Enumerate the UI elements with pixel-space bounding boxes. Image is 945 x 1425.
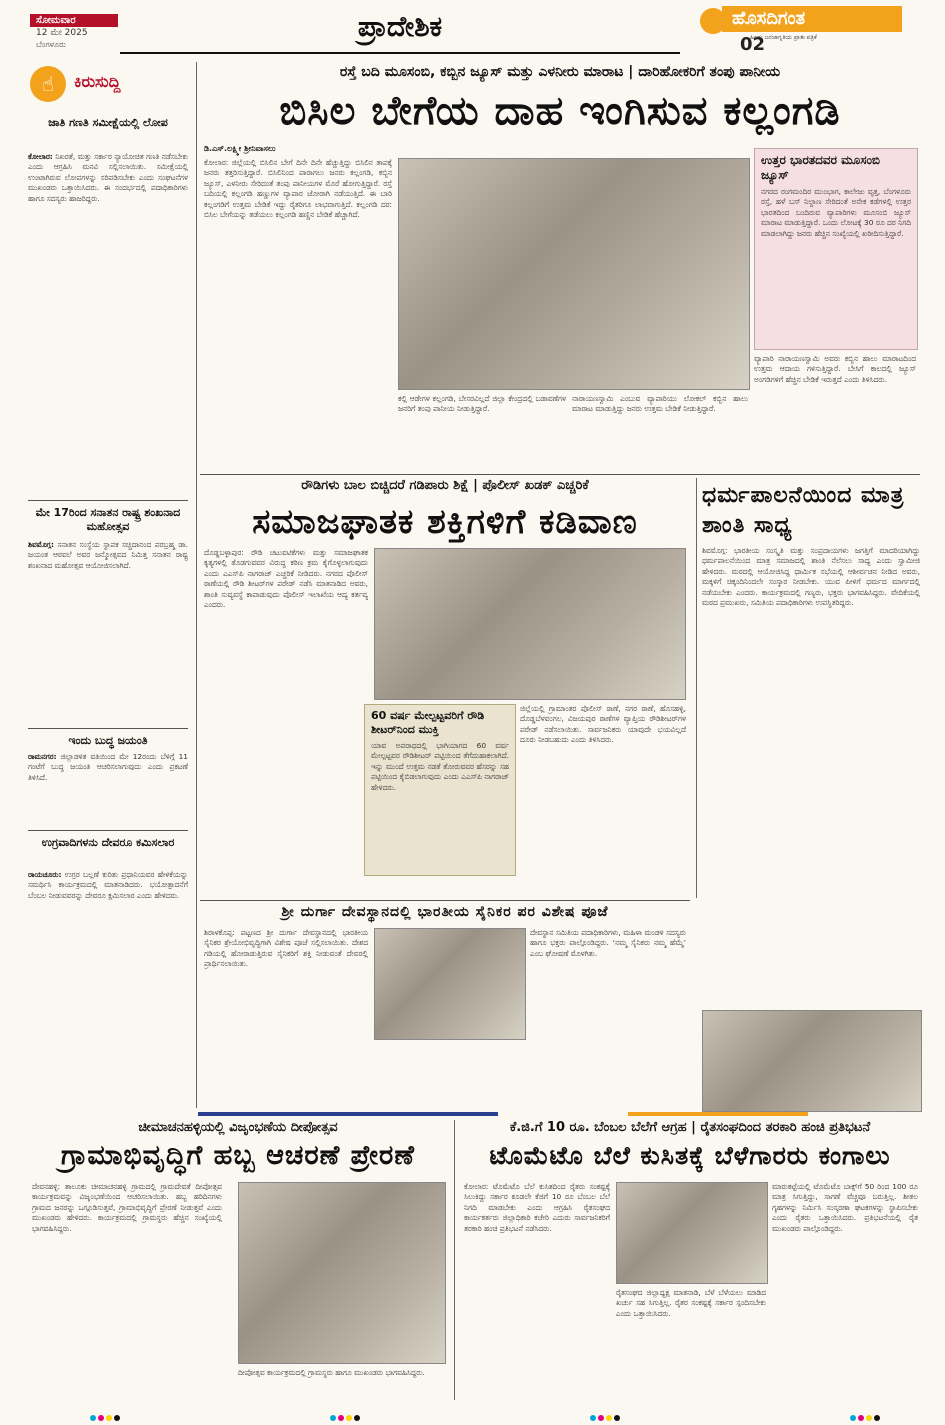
briefs-column <box>28 60 188 1110</box>
kiru-badge <box>28 64 188 104</box>
rowdy-col1: ದೊಡ್ಡಬಳ್ಳಾಪುರ: ರೌಡಿ ಚಟುವಟಿಕೆಗಳು ಮತ್ತು ಸಮಾಜಘಾತಕ ಕೃತ್ಯಗಳಲ್ಲಿ ತೊಡಗುವವರ ವಿರುದ್ಧ ಕಠಿಣ ಕ್ರಮ ಕೈಗೊಳ್ಳಲಾಗುವುದು ಎಂದು ಎಎಸ್‌ಪಿ ನಾಗರಾಜ್ ಎಚ್ಚರಿಕೆ ನೀಡಿದರು. ನಗರದ ಪೊಲೀಸ್ ಠಾಣೆಯಲ್ಲಿ ರೌಡಿ ಶೀಟರ್‌ಗಳ ಪರೇಡ್ ನಡೆಸಿ ಮಾತನಾಡಿದ ಅವರು, ಶಾಂತಿ ಸುವ್ಯವಸ್ಥೆ ಕಾಪಾಡುವುದು ಪೊಲೀಸ್ ಇಲಾಖೆಯ ಆದ್ಯ ಕರ್ತವ್ಯ ಎಂದರು. <box>204 548 368 610</box>
rowdy-box <box>364 704 516 876</box>
divider <box>28 500 188 501</box>
divider <box>28 728 188 729</box>
brief-body <box>28 540 188 720</box>
juice-box <box>754 148 918 350</box>
color-registration-dots <box>330 1406 362 1425</box>
tomato-protest-photo <box>616 1182 768 1284</box>
tomato-col2: ರೈತಸಂಘದ ಜಿಲ್ಲಾಧ್ಯಕ್ಷ ಮಾತನಾಡಿ, ಬೆಳೆ ಬೆಳೆಯಲು ಮಾಡಿದ ಖರ್ಚು ಸಹ ಸಿಗುತ್ತಿಲ್ಲ. ರೈತರ ಸಂಕಷ್ಟಕ್ಕೆ ಸರ್ಕಾರ ಸ್ಪಂದಿಸಬೇಕು ಎಂದು ಒತ್ತಾಯಿಸಿದರು. <box>616 1288 766 1318</box>
paper-name: ಹೊಸದಿಗಂತ <box>722 6 902 32</box>
column-rule <box>196 62 197 1108</box>
rowdy-box-title: 60 ವರ್ಷ ಮೇಲ್ಪಟ್ಟವರಿಗೆ ರೌಡಿ ಶೀಟರ್‌ನಿಂದ ಮುಕ್ತಿ <box>371 709 485 736</box>
brief-text: ಸನಾತನ ಸಂಸ್ಥೆಯ ಸ್ಥಾಪಕ ಸಚ್ಚಿದಾನಂದ ಪರಬ್ರಹ್ಮ ಡಾ. ಜಯಂತ ಆಠವಲೆ ಅವರ ಜನ್ಮೋತ್ಸವದ ನಿಮಿತ್ತ ಸನಾತನ ರಾಷ್ಟ್ರ ಶಂಖನಾದ ಮಹೋತ್ಸವ ಆಯೋಜಿಸಲಾಗಿದೆ. <box>28 540 188 570</box>
brief-place: ರಾಮನಗರ: <box>28 752 57 761</box>
paper-tagline: ಹಿಂದು ಜನಜಾಗೃತಿಯ ಪ್ರಾತಃ ಪತ್ರಿಕೆ <box>750 34 817 41</box>
brief-title: ಜಾತಿ ಗಣತಿ ಸಮೀಕ್ಷೆಯಲ್ಲಿ ಲೋಪ <box>48 116 168 129</box>
lead-caption-right: ನಾರಾಯಣಸ್ವಾಮಿ ಎಂಬುವ ವ್ಯಾಪಾರಿಯು ಲೋಕಲ್ ಕಬ್ಬಿನ ಹಾಲು ಮಾರಾಟ ಮಾಡುತ್ತಿದ್ದು ಜನರು ಉತ್ತಮ ಬೇಡಿಕೆ ನೀಡುತ್ತಿದ್ದಾರೆ. <box>572 394 748 414</box>
brief-place: ಶಿವಮೊಗ್ಗ: <box>28 540 54 549</box>
dharma-headline: ಧರ್ಮಪಾಲನೆಯಿಂದ ಮಾತ್ರ ಶಾಂತಿ ಸಾಧ್ಯ <box>702 482 905 538</box>
hand-icon: ☝ <box>30 66 66 102</box>
city-label: ಬೆಂಗಳೂರು <box>36 40 66 49</box>
lead-caption-left: ಕಲ್ಲಿ ಆಡೇಗಳ ಕಲ್ಲಂಗಡಿ, ಬೇಸರವಿಲ್ಲದೆ ಜಿಲ್ಲಾ ಕೇಂದ್ರದಲ್ಲಿ ಬಡಾವಣೆಗಳ ಜನರಿಗೆ ತಂಪು ಪಾನೀಯ ನೀಡುತ್ತಿದ್ದಾರೆ. <box>398 394 566 414</box>
lead-headline: ಬಿಸಿಲ ಬೇಗೆಯ ದಾಹ ಇಂಗಿಸುವ ಕಲ್ಲಂಗಡಿ <box>279 87 841 134</box>
brief-place: ರಾಯಚೂರು: <box>28 870 62 879</box>
brief-title: ಮೇ 17ರಿಂದ ಸನಾತನ ರಾಷ್ಟ್ರ ಶಂಖನಾದ ಮಹೋತ್ಸವ <box>35 506 181 533</box>
section-band <box>28 1112 920 1116</box>
masthead <box>0 0 945 60</box>
village-headline: ಗ್ರಾಮಾಭಿವೃದ್ಧಿಗೆ ಹಬ್ಬ ಆಚರಣೆ ಪ್ರೇರಣೆ <box>61 1140 415 1171</box>
section-rule <box>200 900 690 901</box>
police-parade-photo <box>374 548 686 700</box>
tomato-col1: ಕೋಲಾರ: ಟೊಮೆಟೊ ಬೆಲೆ ಕುಸಿತದಿಂದ ರೈತರು ಸಂಕಷ್ಟಕ್ಕೆ ಸಿಲುಕಿದ್ದು ಸರ್ಕಾರ ಕೂಡಲೇ ಕೆಜಿಗೆ 10 ರೂ ಬೆಂಬಲ ಬೆಲೆ ನಿಗದಿ ಮಾಡಬೇಕು ಎಂದು ಆಗ್ರಹಿಸಿ ರೈತಸಂಘದ ಕಾರ್ಯಕರ್ತರು ಜಿಲ್ಲಾಧಿಕಾರಿ ಕಚೇರಿ ಎದುರು ಸಾರ್ವಜನಿಕರಿಗೆ ತರಕಾರಿ ಹಂಚಿ ಪ್ರತಿಭಟನೆ ನಡೆಸಿದರು. <box>464 1182 610 1233</box>
brief-body <box>28 152 188 492</box>
village-caption: ದೀಪೋತ್ಸವ ಕಾರ್ಯಕ್ರಮದಲ್ಲಿ ಗ್ರಾಮಸ್ಥರು ಹಾಗೂ ಮುಖಂಡರು ಭಾಗವಹಿಸಿದ್ದರು. <box>238 1368 425 1377</box>
brief-text: ನಿಖರತೆ, ಮತ್ತು ಸರ್ಕಾರ ನ್ಯಾಯೋಚಿತ ಗಣತಿ ನಡೆಸಬೇಕು ಎಂದು ಆಗ್ರಹಿಸಿ ಮನವಿ ಸಲ್ಲಿಸಲಾಯಿತು. ಸಮೀಕ್ಷೆಯಲ್ಲಿ ಉಂಟಾಗಿರುವ ಲೋಪಗಳನ್ನು ಸರಿಪಡಿಸಬೇಕು ಎಂದು ಸಂಘಟನೆಗಳ ಮುಖಂಡರು ಒತ್ತಾಯಿಸಿದರು. ಈ ಸಂದರ್ಭದಲ್ಲಿ ಪದಾಧಿಕಾರಿಗಳು ಹಾಗೂ ಸದಸ್ಯರು ಹಾಜರಿದ್ದರು. <box>28 152 188 203</box>
brief-text: ಉಗ್ರರ ಬಲ್ಲಣೆ ಕುರಿತು ಪ್ರಧಾನಿಯವರ ಹೇಳಿಕೆಯನ್ನು ಸಮರ್ಥಿಸಿ ಕಾರ್ಯಕ್ರಮದಲ್ಲಿ ಮಾತನಾಡಿದರು. ಭಯೋತ್ಪಾದನೆಗೆ ಬೆಂಬಲ ನೀಡುವವರನ್ನು ದೇವರೂ ಕ್ಷಮಿಸಲಾರ ಎಂದು ಹೇಳಿದರು. <box>28 870 188 900</box>
band-blue <box>198 1112 498 1116</box>
juice-stall-photo <box>398 158 750 390</box>
band-orange <box>628 1112 808 1116</box>
durga-col2: ದೇವಸ್ಥಾನ ಸಮಿತಿಯ ಪದಾಧಿಕಾರಿಗಳು, ಮಹಿಳಾ ಮಂಡಳಿ ಸದಸ್ಯರು ಹಾಗೂ ಭಕ್ತರು ಪಾಲ್ಗೊಂಡಿದ್ದರು. ‘ನಮ್ಮ ಸೈನಿಕರು ನಮ್ಮ ಹೆಮ್ಮೆ’ ಎಂಬ ಘೋಷಣೆ ಮೊಳಗಿತು. <box>530 928 686 958</box>
kiru-title: ಕಿರುಸುದ್ದಿ <box>74 72 121 91</box>
rowdy-story <box>200 478 690 898</box>
rowdy-headline: ಸಮಾಜಘಾತಕ ಶಕ್ತಿಗಳಿಗೆ ಕಡಿವಾಣ <box>252 502 638 542</box>
lead-byline: ಡಿ.ಎಸ್.ಲಕ್ಷ್ಮೀ ಶ್ರೀನಿವಾಸಲು <box>204 144 276 153</box>
village-text: ದೇವನಹಳ್ಳಿ: ತಾಲೂಕು ಚೀಮಾಚನಹಳ್ಳಿ ಗ್ರಾಮದಲ್ಲಿ ಗ್ರಾಮದೇವತೆ ದೀಪೋತ್ಸವ ಕಾರ್ಯಕ್ರಮವನ್ನು ವಿಜೃಂಭಣೆಯಿಂದ ಆಚರಿಸಲಾಯಿತು. ಹಬ್ಬ ಹರಿದಿನಗಳು ಗ್ರಾಮದ ಜನರನ್ನು ಒಗ್ಗೂಡಿಸುತ್ತವೆ, ಗ್ರಾಮಾಭಿವೃದ್ಧಿಗೆ ಪ್ರೇರಣೆ ನೀಡುತ್ತವೆ ಎಂದು ಮುಖಂಡರು ಹೇಳಿದರು. ಕಾರ್ಯಕ್ರಮದಲ್ಲಿ ಗ್ರಾಮಸ್ಥರು ಹೆಚ್ಚಿನ ಸಂಖ್ಯೆಯಲ್ಲಿ ಭಾಗವಹಿಸಿದ್ದರು. <box>32 1182 222 1233</box>
rowdy-kicker: ರೌಡಿಗಳು ಬಾಲ ಬಿಚ್ಚಿದರೆ ಗಡಿಪಾರು ಶಿಕ್ಷೆ | ಪೊಲೀಸ್ ಖಡಕ್ ಎಚ್ಚರಿಕೆ <box>301 478 589 493</box>
brief-body <box>28 870 188 1110</box>
brief-title: ಉಗ್ರವಾದಿಗಳನು ದೇವರೂ ಕಮಿಸಲಾರ <box>41 836 175 849</box>
brief-place: ಕೋಲಾರ: <box>28 152 53 161</box>
dharma-text: ಶಿವಮೊಗ್ಗ: ಭಾರತೀಯ ಸಂಸ್ಕೃತಿ ಮತ್ತು ಸಂಪ್ರದಾಯಗಳು ಜಗತ್ತಿಗೆ ಮಾದರಿಯಾಗಿದ್ದು ಧರ್ಮಪಾಲನೆಯಿಂದ ಮಾತ್ರ ಸಮಾಜದಲ್ಲಿ ಶಾಂತಿ ನೆಲೆಸಲು ಸಾಧ್ಯ ಎಂದು ಸ್ವಾಮೀಜಿ ಹೇಳಿದರು. ಮಠದಲ್ಲಿ ಆಯೋಜಿಸಿದ್ದ ಧಾರ್ಮಿಕ ಸಭೆಯಲ್ಲಿ ಆಶೀರ್ವಚನ ನೀಡಿದ ಅವರು, ಮಕ್ಕಳಿಗೆ ಚಿಕ್ಕಂದಿನಿಂದಲೇ ಸಂಸ್ಕಾರ ನೀಡಬೇಕು. ಯುವ ಪೀಳಿಗೆ ಧರ್ಮದ ಮಾರ್ಗದಲ್ಲಿ ನಡೆಯಬೇಕು ಎಂದರು. ಕಾರ್ಯಕ್ರಮದಲ್ಲಿ ಗಣ್ಯರು, ಭಕ್ತರು ಭಾಗವಹಿಸಿದ್ದರು. ವೇದಿಕೆಯಲ್ಲಿ ಮಠದ ಪ್ರಮುಖರು, ಸಮಿತಿಯ ಪದಾಧಿಕಾರಿಗಳು ಉಪಸ್ಥಿತರಿದ್ದರು. <box>702 546 920 608</box>
tomato-col3: ಮಾರುಕಟ್ಟೆಯಲ್ಲಿ ಟೊಮೆಟೊ ಬಾಕ್ಸ್‌ಗೆ 50 ರಿಂದ 100 ರೂ ಮಾತ್ರ ಸಿಗುತ್ತಿದ್ದು, ಸಾಗಣೆ ವೆಚ್ಚವೂ ಬರುತ್ತಿಲ್ಲ. ಶೀತಲ ಗೃಹಗಳನ್ನು ನಿರ್ಮಿಸಿ ಸಂಸ್ಕರಣಾ ಘಟಕಗಳನ್ನು ಸ್ಥಾಪಿಸಬೇಕು ಎಂದು ರೈತರು ಒತ್ತಾಯಿಸಿದರು. ಪ್ರತಿಭಟನೆಯಲ್ಲಿ ರೈತ ಮುಖಂಡರು ಪಾಲ್ಗೊಂಡಿದ್ದರು. <box>772 1182 918 1233</box>
section-rule <box>200 474 920 475</box>
date-block <box>30 14 118 54</box>
brief-body <box>28 752 188 822</box>
brief-text: ಜಿಲ್ಲಾಡಳಿತ ವತಿಯಿಂದ ಮೇ 12ರಂದು ಬೆಳಿಗ್ಗೆ 11 ಗಂಟೆಗೆ ಬುದ್ಧ ಜಯಂತಿ ಆಚರಿಸಲಾಗುವುದು ಎಂದು ಪ್ರಕಟಣೆ ತಿಳಿಸಿದೆ. <box>28 752 188 782</box>
durga-headline: ಶ್ರೀ ದುರ್ಗಾ ದೇವಸ್ಥಾನದಲ್ಲಿ ಭಾರತೀಯ ಸೈನಿಕರ ಪರ ವಿಶೇಷ ಪೂಜೆ <box>281 904 609 920</box>
section-title: ಪ್ರಾದೇಶಿಕ <box>357 10 443 43</box>
color-registration-dots <box>90 1406 122 1425</box>
rowdy-col3: ಜಿಲ್ಲೆಯಲ್ಲಿ ಗ್ರಾಮಾಂತರ ಪೊಲೀಸ್ ಠಾಣೆ, ನಗರ ಠಾಣೆ, ಹೊಸಹಳ್ಳಿ, ದೊಡ್ಡಬೆಳವಂಗಲ, ವಿಜಯಪುರ ಠಾಣೆಗಳ ವ್ಯಾಪ್ತಿಯ ರೌಡಿಶೀಟರ್‌ಗಳ ಪರೇಡ್ ನಡೆಸಲಾಯಿತು. ಸಾರ್ವಜನಿಕರು ಯಾವುದೇ ಭಯವಿಲ್ಲದೆ ದೂರು ನೀಡಬಹುದು ಎಂದು ತಿಳಿಸಿದರು. <box>520 704 686 745</box>
brief-title: ಇಂದು ಬುದ್ಧ ಜಯಂತಿ <box>68 734 148 747</box>
column-rule <box>454 1120 455 1400</box>
date-label: 12 ಮೇ 2025 <box>36 28 88 38</box>
tomato-kicker: ಕೆ.ಜಿ.ಗೆ 10 ರೂ. ಬೆಂಬಲ ಬೆಲೆಗೆ ಆಗ್ರಹ | ರೈತಸಂಘದಿಂದ ತರಕಾರಿ ಹಂಚಿ ಪ್ರತಿಭಟನೆ <box>509 1120 871 1135</box>
page-number: 02 <box>740 34 766 55</box>
color-registration-dots <box>850 1406 882 1425</box>
dharma-meeting-photo <box>702 1010 922 1112</box>
day-label: ಸೋಮವಾರ <box>30 14 118 27</box>
lead-col1: ಕೋಲಾರ: ಜಿಲ್ಲೆಯಲ್ಲಿ ಬಿಸಿಲಿನ ಬೇಗೆ ದಿನೇ ದಿನೇ ಹೆಚ್ಚುತ್ತಿದ್ದು ಬಿಸಿಲಿನ ತಾಪಕ್ಕೆ ಜನರು ತತ್ತರಿಸುತ್ತಿದ್ದಾರೆ. ಬಿಸಿಲಿನಿಂದ ಪಾರಾಗಲು ಜನರು ಕಲ್ಲಂಗಡಿ, ಕಬ್ಬಿನ ಜ್ಯೂಸ್, ಎಳನೀರು ಸೇರಿದಂತೆ ತಂಪು ಪಾನೀಯಗಳ ಮೊರೆ ಹೋಗುತ್ತಿದ್ದಾರೆ. ರಸ್ತೆ ಬದಿಯಲ್ಲಿ ಕಲ್ಲಂಗಡಿ ಹಣ್ಣುಗಳ ವ್ಯಾಪಾರ ಜೋರಾಗಿ ನಡೆಯುತ್ತಿದೆ. ಈ ಬಾರಿ ಕಲ್ಲಂಗಡಿಗೆ ಉತ್ತಮ ಬೇಡಿಕೆ ಇದ್ದು ರೈತರಿಗೂ ಲಾಭವಾಗುತ್ತಿದೆ. ಕಲ್ಲಂಗಡಿ ದರ: ಬಿಸಿಲ ಬೇಗೆಯನ್ನು ತಡೆಯಲು ಕಲ್ಲಂಗಡಿ ಹಣ್ಣಿನ ಬೇಡಿಕೆ ಹೆಚ್ಚಾಗಿದೆ. <box>204 158 392 220</box>
color-registration-dots <box>590 1406 622 1425</box>
lead-kicker: ರಸ್ತೆ ಬದಿ ಮೂಸಂಬಿ, ಕಬ್ಬಿನ ಜ್ಯೂಸ್ ಮತ್ತು ಎಳನೀರು ಮಾರಾಟ | ದಾರಿಹೋಕರಿಗೆ ತಂಪು ಪಾನೀಯ <box>339 64 781 80</box>
lead-story <box>200 62 920 472</box>
section-underline <box>120 52 680 54</box>
paper-logo <box>700 6 920 55</box>
divider <box>28 830 188 831</box>
tomato-headline: ಟೊಮೆಟೊ ಬೆಲೆ ಕುಸಿತಕ್ಕೆ ಬೆಳೆಗಾರರು ಕಂಗಾಲು <box>489 1141 891 1170</box>
tomato-story <box>460 1120 920 1400</box>
temple-pooja-photo <box>374 928 526 1040</box>
durga-story <box>200 904 690 1114</box>
juice-box-text: ನಗರದ ರಂಗಮಂದಿರ ಮುಂಭಾಗ, ಕಾಲೇಜು ವೃತ್ತ, ಬೆಂಗಳೂರು ರಸ್ತೆ, ಹಳೆ ಬಸ್ ನಿಲ್ದಾಣ ಸೇರಿದಂತೆ ಅನೇಕ ಕಡೆಗಳಲ್ಲಿ ಉತ್ತರ ಭಾರತದಿಂದ ಬಂದಿರುವ ವ್ಯಾಪಾರಿಗಳು ಮೂಸಂಬಿ ಜ್ಯೂಸ್ ಮಾರಾಟ ಮಾಡುತ್ತಿದ್ದಾರೆ. ಒಂದು ಲೋಟಕ್ಕೆ 30 ರೂ ದರ ನಿಗದಿ ಮಾಡಲಾಗಿದ್ದು ಜನರು ಹೆಚ್ಚಿನ ಸಂಖ್ಯೆಯಲ್ಲಿ ಖರೀದಿಸುತ್ತಿದ್ದಾರೆ. <box>761 187 911 238</box>
village-story <box>28 1120 448 1400</box>
column-rule <box>696 478 697 898</box>
village-festival-photo <box>238 1182 446 1364</box>
rowdy-box-text: ಯಾವ ಅಪರಾಧದಲ್ಲಿ ಭಾಗಿಯಾಗದ 60 ವರ್ಷ ಮೇಲ್ಪಟ್ಟವರ ರೌಡಿಶೀಟರ್ ಪಟ್ಟಿಯಿಂದ ತೆಗೆದುಹಾಕಲಾಗಿದೆ. ಇನ್ನು ಮುಂದೆ ಉತ್ತಮ ನಡತೆ ತೋರುವವರ ಹೆಸರನ್ನು ಸಹ ಪಟ್ಟಿಯಿಂದ ಕೈಬಿಡಲಾಗುವುದು ಎಂದು ಎಎಸ್‌ಪಿ ನಾಗರಾಜ್ ಹೇಳಿದರು. <box>371 741 509 792</box>
durga-col1: ಶಿರಾಳಕೊಪ್ಪ: ಪಟ್ಟಣದ ಶ್ರೀ ದುರ್ಗಾ ದೇವಸ್ಥಾನದಲ್ಲಿ ಭಾರತೀಯ ಸೈನಿಕರ ಶ್ರೇಯೋಭಿವೃದ್ಧಿಗಾಗಿ ವಿಶೇಷ ಪೂಜೆ ಸಲ್ಲಿಸಲಾಯಿತು. ದೇಶದ ಗಡಿಯಲ್ಲಿ ಹೋರಾಡುತ್ತಿರುವ ಸೈನಿಕರಿಗೆ ಶಕ್ತಿ ನೀಡುವಂತೆ ದೇವರಲ್ಲಿ ಪ್ರಾರ್ಥಿಸಲಾಯಿತು. <box>204 928 368 969</box>
village-kicker: ಚೀಮಾಚನಹಳ್ಳಿಯಲ್ಲಿ ವಿಜೃಂಭಣೆಯ ದೀಪೋತ್ಸವ <box>138 1120 338 1135</box>
juice-box-extra: ವ್ಯಾಪಾರಿ ನಾರಾಯಣಸ್ವಾಮಿ ಅವರು ಕಬ್ಬಿನ ಹಾಲು ಮಾರಾಟದಿಂದ ಉತ್ತಮ ಆದಾಯ ಗಳಿಸುತ್ತಿದ್ದಾರೆ. ಬೇಸಿಗೆ ಕಾಲದಲ್ಲಿ ಜ್ಯೂಸ್ ಅಂಗಡಿಗಳಿಗೆ ಹೆಚ್ಚಿನ ಬೇಡಿಕೆ ಇರುತ್ತದೆ ಎಂದು ತಿಳಿಸಿದರು. <box>754 354 916 384</box>
juice-box-title: ಉತ್ತರ ಭಾರತದವರ ಮೂಸಂಬಿ ಜ್ಯೂಸ್ <box>761 153 880 182</box>
dharma-story <box>702 480 920 900</box>
